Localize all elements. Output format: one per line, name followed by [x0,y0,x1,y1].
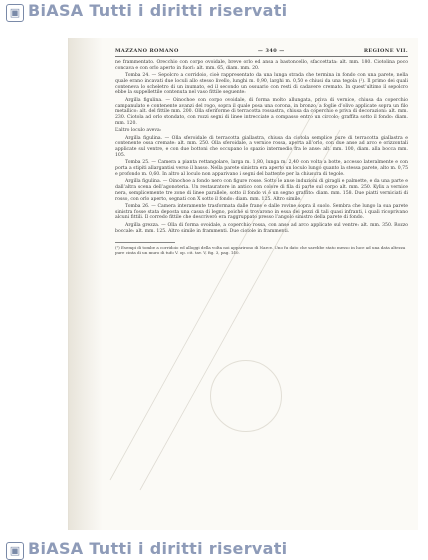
biasa-logo-icon: ▣ [6,542,24,560]
paragraph: Argilla figulina. — Olla sferoidale di terracotta giallastra, chiusa da ciotola semplice pure di terracotta giallastra e contenente ossa cremate: alt. mm. 250. Olla sferoidale, a vernice rossa, aperta all’orlo, con due anse ad arco e orizzontali applicate sul ventre, e con due bottoni che occupano lo spazio intermedio fra le anse: alt. mm. 100, diam. alla bocca mm. 105. [115,135,408,158]
footnote-area [115,242,406,256]
running-header [115,48,408,57]
paragraph: ne frammentato. Orecchio con corpo ovoidale, breve orlo ed ansa a bastoncello, sfaccettata: alt. mm. 180. Ciotolina poco concava e con orlo aperto in fuori: alt. mm. 65, diam. mm. 20. [115,60,408,71]
paragraph: Tomba 24. — Sepolcro a corridoio, cioè rappresentato da una lunga strada che termina in fondo con una parete, nella quale erano incavati due loculi allo stesso livello, lunghi m. 0,90, larghi m. 0,50 e chiusi da una tegola (¹). Il primo dei quali conteneva lo scheletro di un inumato, ed il secondo un ossuario con resti di cadavere cremato. In quest’ultimo il sepolcro ebbe la suppellettile contenuta nel vaso fittile seguente: [115,73,408,96]
header-right: REGIONE VII. [363,48,408,54]
header-left: MAZZANO ROMANO [115,48,179,54]
paragraph: Argilla figulina. — Oinochoe a fondo nero con figure rosse. Sotto le anse induzioni di giragli e palmette, e da una parte e dall’altra scena dell’agonoteria. Un restauratore in antico con colore di fila di parte sul corpo alt. mm. 250. Kylix a vernice nera, semplicemente tre zone di linee parallele, sotto il fondo vi è un segno graffito: diam. mm. 158. Due piatti verniciati di rosso, con orlo aperto, segnati con X sotto il fondo: diam. mm. 125. Altro simile. [115,179,408,202]
paragraph: Argilla grezza. — Olla di forma ovoidale, a coperchio rossa, con anse ad arco applicate sul ventre: alt. mm. 350. Rozzo boccale: alt. mm. 125. Altro simile in frammenti. Due ciotole in frammenti. [115,222,408,234]
bottom-banner-text: BiASA Tutti i diritti riservati [28,539,288,558]
library-stamp-icon [210,360,282,432]
paragraph: Tomba 26. — Camera interamente trasformata dalle frane e dalle rovine sopra il suolo. Sembra che lungo la sua parete sinistra fosse stata deposta una cassa di legno, poiché si trovarono in essa dei pezzi di tali quasi infranti, i quali ricoprivano alcuni fittili. Il corredo fittile che descriverò era raggruppato presso l’angolo sinistro della parete di fondo. [115,203,408,221]
paragraph: L’altro loculo aveva: [115,128,162,134]
page-number: — 340 — [257,48,285,54]
document-page [68,38,418,530]
biasa-logo-icon: ▣ [6,4,24,22]
top-banner-text: BiASA Tutti i diritti riservati [28,1,288,20]
page-body [115,60,408,234]
paragraph: Tomba 25. — Camera a pianta rettangolare, larga m. 1,80, lunga m. 2,40 con volta a botte, accesso lateralmente e con porta a stipiti allargantisi verso il basso. Nella parete sinistra era aperto un loculo lungo quanto la stessa parete, alto m. 0,75 e profondo m. 0,60. In altro al loculo non apparivano i segni del battente per la chiusura di tegole. [115,160,408,177]
bottom-watermark-banner [0,536,428,560]
top-watermark-banner [0,0,428,30]
footnote-text: (¹) Esempi di tombe a corridoio ed alloggi della volta noi apparirono di Narce. Uno fu dato che sarebbe stato messo in luce ad una data altezza pure cinta di un muro di tufo V. op. cit. tav. V, fig. 3, pag. 140. [115,245,406,256]
paragraph: Argilla figulina. — Oinochoe con corpo ovoidale, di forma molto allungata, priva di vernice, chiusa da coperchio campanulato e contenente avanzi del rogo, sopra il quale posa una corona, in bronzo, a foglie d’olivo applicate sopra un filo metallico: alt. del fittile mm. 200. Olla sferiforme di terracotta rossastra, chiusa da coperchio e priva di decorazioni: alt. mm. 230. Ciotola ad orlo stondato, con rozzi segni di linee intrecciate a compasso entro un circolo; graffita sotto il fondo: diam. mm. 120. [115,97,408,126]
